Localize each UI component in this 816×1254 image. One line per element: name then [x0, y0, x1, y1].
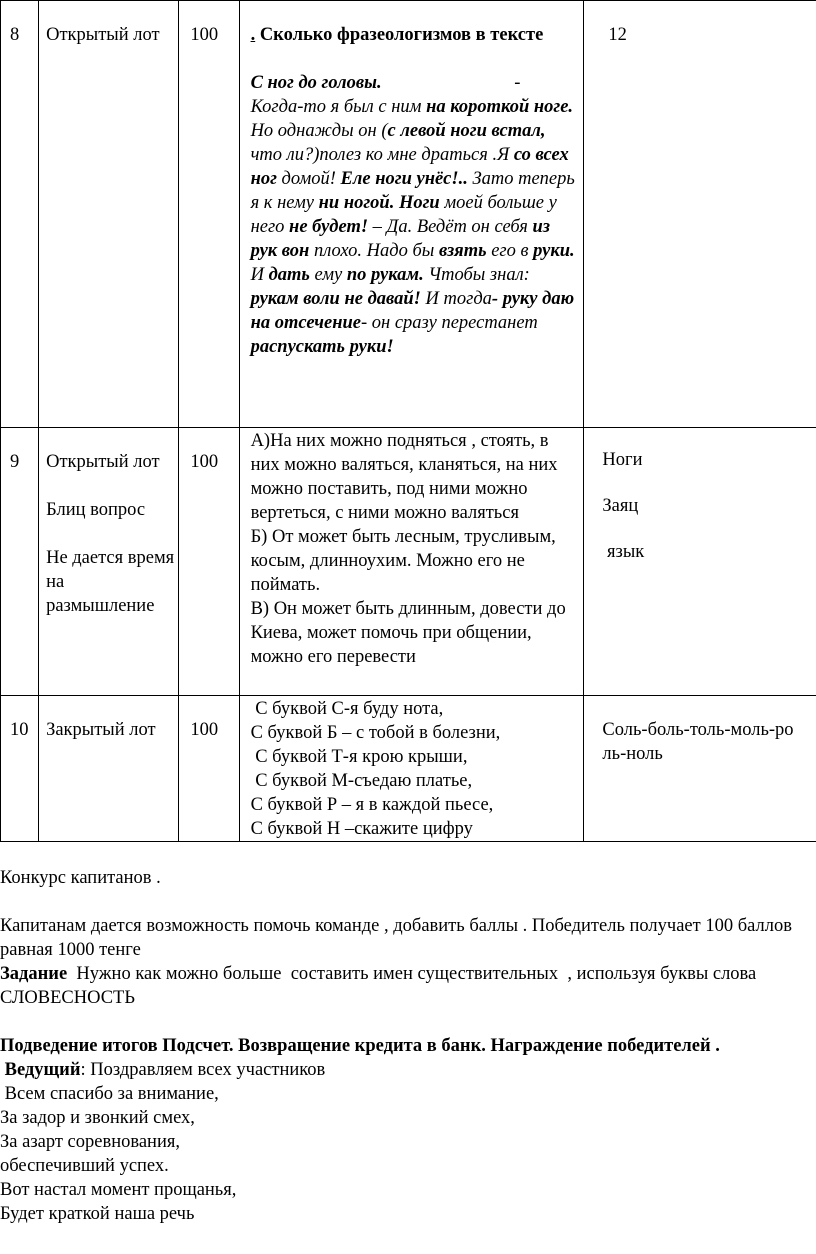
answer-3: язык	[602, 542, 645, 562]
idiom-highlight: рукам воли не давай!	[250, 289, 421, 309]
idiom-highlight: распускать руки!	[250, 337, 394, 357]
idiom-plain: Но однажды он (	[250, 121, 388, 141]
host-paragraph	[0, 1058, 816, 1082]
row-number: 10	[1, 696, 39, 842]
answer-1: Ноги	[602, 450, 643, 470]
summary-heading: Подведение итогов Подсчет. Возвращение кредита в банк. Награждение победителей .	[0, 1036, 720, 1056]
riddle-line: С буквой Н –скажите цифру	[250, 819, 473, 839]
row-number: 9	[1, 428, 39, 696]
text-dash: -	[514, 73, 521, 93]
no-time-label: Не дается время на размышление	[46, 548, 175, 616]
poem-line: Вот настал момент прощанья,	[0, 1180, 237, 1200]
idiom-highlight: ни ногой. Ноги	[318, 193, 440, 213]
idiom-highlight: взять	[438, 241, 487, 261]
text-title: С ног до головы.	[250, 73, 382, 93]
points: 100	[179, 1, 239, 428]
idiom-text	[251, 95, 578, 359]
question-title: Сколько фразеологизмов в тексте	[255, 25, 544, 45]
question-b: Б) От может быть лесным, трусливым, косым, длинноухим. Можно его не поймать.	[250, 527, 556, 595]
idiom-plain: Когда-то я был с ним	[250, 97, 427, 117]
riddle-line: С буквой Р – я в каждой пьесе,	[250, 795, 494, 815]
riddle-line: С буквой Т-я крою крыши,	[250, 747, 468, 767]
blitz-label: Блиц вопрос	[46, 500, 146, 520]
idiom-plain: моей больше у него	[250, 193, 557, 237]
task-paragraph	[0, 962, 816, 1010]
task-text: Нужно как можно больше составить имен существительных , используя буквы слова СЛОВЕСНОСТЬ	[0, 964, 766, 1008]
table-row	[1, 696, 816, 842]
lot-type-cell	[39, 428, 179, 696]
idiom-plain: - он сразу перестанет	[360, 313, 538, 333]
question-a: А)На них можно подняться , стоять, в них можно валяться, кланяться, на них можно поставить, под ними можно вертеться, с ними можно валяться	[250, 431, 558, 523]
idiom-highlight: с левой ноги встал,	[387, 121, 546, 141]
idiom-plain: Зато теперь я к нему	[250, 169, 575, 213]
idiom-plain: И тогда	[420, 289, 492, 309]
host-label: Ведущий	[0, 1060, 81, 1080]
idiom-plain: Чтобы знал:	[423, 265, 530, 285]
after-table-section	[0, 866, 816, 1226]
poem-line: Будет краткой наша речь	[0, 1204, 195, 1224]
riddle-line: С буквой С-я буду нота,	[250, 699, 444, 719]
lot-type: Открытый лот	[46, 452, 160, 472]
answer-text: Соль-боль-толь-моль-роль-ноль	[602, 720, 794, 764]
idiom-plain: плохо. Надо бы	[309, 241, 439, 261]
table-row	[1, 428, 816, 696]
row-number: 8	[1, 1, 39, 428]
lot-type: Открытый лот	[39, 1, 179, 428]
question-cell	[239, 696, 584, 842]
answer-cell	[584, 696, 816, 842]
captains-text: Капитанам дается возможность помочь команде , добавить баллы . Победитель получает 100 баллов равная 1000 тенге	[0, 916, 792, 960]
riddle-line: С буквой Б – с тобой в болезни,	[250, 723, 501, 743]
idiom-highlight: не будет!	[289, 217, 369, 237]
idiom-plain: И	[250, 265, 269, 285]
idiom-highlight: со всех ног	[250, 145, 569, 189]
question-c: В) Он может быть длинным, довести до Киева, может помочь при общении, можно его перевести	[250, 599, 566, 667]
idiom-plain: ему	[309, 265, 347, 285]
idiom-highlight: руки.	[533, 241, 575, 261]
points: 100	[179, 428, 239, 696]
answer-cell	[584, 1, 816, 428]
idiom-highlight: по рукам.	[346, 265, 424, 285]
answer-2: Заяц	[602, 496, 639, 516]
poem-line: обеспечивший успех.	[0, 1156, 169, 1176]
idiom-plain: – Да. Ведёт он себя	[368, 217, 533, 237]
points: 100	[179, 696, 239, 842]
idiom-highlight: Еле ноги унёс!..	[340, 169, 468, 189]
idiom-plain: домой!	[276, 169, 341, 189]
table-row	[1, 1, 816, 428]
question-dot: .	[250, 25, 256, 45]
poem-line: За азарт соревнования,	[0, 1132, 180, 1152]
poem-line: Всем спасибо за внимание,	[0, 1084, 219, 1104]
idiom-highlight: на короткой ноге.	[426, 97, 574, 117]
idiom-highlight: дать	[268, 265, 310, 285]
question-cell	[239, 428, 584, 696]
captains-title: Конкурс капитанов .	[0, 868, 161, 888]
idiom-highlight: из рук вон	[250, 217, 550, 261]
idiom-plain: что ли?)полез ко мне драться .Я	[250, 145, 514, 165]
question-cell	[239, 1, 584, 428]
answer-text: 12	[608, 25, 627, 45]
poem-line: За задор и звонкий смех,	[0, 1108, 195, 1128]
idiom-plain: его в	[486, 241, 534, 261]
answer-cell	[584, 428, 816, 696]
idiom-highlight: - руку даю на отсечение	[250, 289, 575, 333]
host-text: : Поздравляем всех участников	[80, 1060, 326, 1080]
lot-type: Закрытый лот	[39, 696, 179, 842]
riddle-line: С буквой М-съедаю платье,	[250, 771, 473, 791]
task-label: Задание	[0, 964, 68, 984]
